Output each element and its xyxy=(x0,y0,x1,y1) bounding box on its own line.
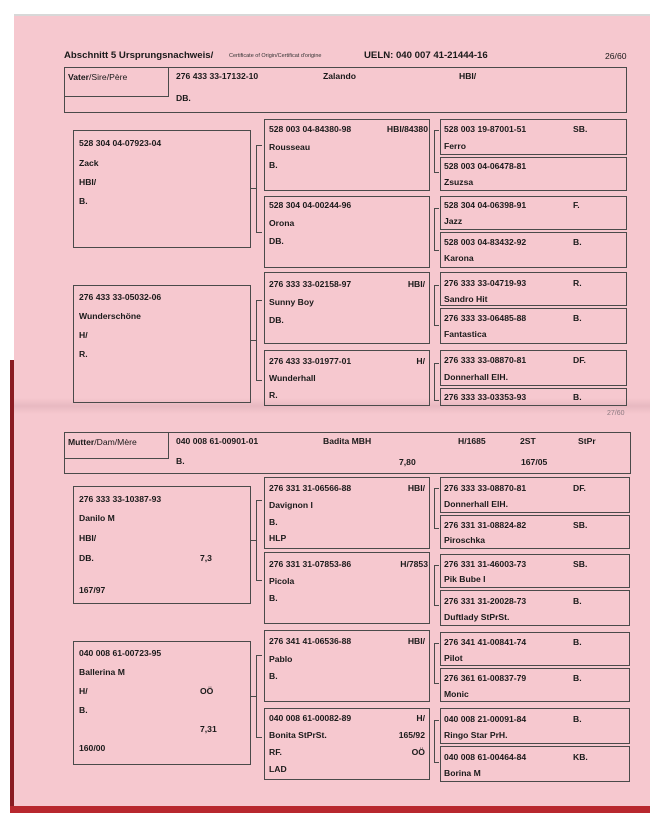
g1-dam-horse-2-breed: H/ xyxy=(79,686,88,696)
dam-name: Badita MBH xyxy=(323,436,372,446)
g2-dam-horse-3-id: 276 341 41-06536-88 xyxy=(269,636,352,646)
sire-id: 276 433 33-17132-10 xyxy=(176,71,259,81)
g3-horse-1-id: 528 003 19-87001-51 xyxy=(444,124,527,134)
g2-horse-2-color: DB. xyxy=(269,236,284,246)
page-number-bottom: 27/60 xyxy=(607,410,625,417)
sire-name: Zalando xyxy=(323,71,356,81)
g3-dam-horse-8-name: Borina M xyxy=(444,768,481,778)
g2-dam-horse-2-id: 276 331 31-07853-86 xyxy=(269,559,352,569)
g2-horse-4-color: R. xyxy=(269,390,278,400)
g2-horse-1-breed: HBI/84380 xyxy=(386,124,428,134)
g2-dam-horse-3-color: B. xyxy=(269,671,278,681)
g3-horse-7-name: Donnerhall ElH. xyxy=(444,372,508,382)
g3-dam-horse-8-id: 040 008 61-00464-84 xyxy=(444,752,527,762)
g3-dam-horse-3-id: 276 331 31-46003-73 xyxy=(444,559,527,569)
g3-horse-1-color: SB. xyxy=(573,124,588,134)
g2-horse-1-name: Rousseau xyxy=(269,142,311,152)
g3-horse-5-name: Sandro Hit xyxy=(444,294,488,304)
g2-dam-horse-1-color: B. xyxy=(269,517,278,527)
g2-horse-3-breed: HBI/ xyxy=(407,279,425,289)
g3-horse-4-id: 528 003 04-83432-92 xyxy=(444,237,527,247)
g2-horse-1-color: B. xyxy=(269,160,278,170)
g3-dam-horse-1-name: Donnerhall ElH. xyxy=(444,499,508,509)
g3-horse-6-color: B. xyxy=(573,313,582,323)
g3-horse-6-id: 276 333 33-06485-88 xyxy=(444,313,527,323)
g2-horse-1-id: 528 003 04-84380-98 xyxy=(269,124,352,134)
g2-horse-3-color: DB. xyxy=(269,315,284,325)
g1-horse-2-breed: H/ xyxy=(79,330,88,340)
g1-dam-horse-1-color: DB. xyxy=(79,553,94,563)
ueln-number: UELN: 040 007 41-21444-16 xyxy=(364,50,488,61)
g3-dam-horse-5-name: Pilot xyxy=(444,653,463,663)
g3-dam-horse-2-name: Piroschka xyxy=(444,535,486,545)
g1-dam-horse-1-name: Danilo M xyxy=(79,513,115,523)
sire-color: DB. xyxy=(176,93,191,103)
g1-dam-horse-2-name: Ballerina M xyxy=(79,667,125,677)
g3-dam-horse-3-name: Pik Bube I xyxy=(444,574,486,584)
g2-dam-horse-3-breed: HBI/ xyxy=(407,636,425,646)
g2-dam-horse-1-name: Davignon I xyxy=(269,500,313,510)
sire-divider xyxy=(168,67,169,97)
g2-dam-horse-1-breed: HBI/ xyxy=(407,483,425,493)
dam-score: 7,80 xyxy=(399,457,416,467)
g3-dam-horse-6-id: 276 361 61-00837-79 xyxy=(444,673,527,683)
g2-horse-4-id: 276 433 33-01977-01 xyxy=(269,356,352,366)
g3-horse-8-color: B. xyxy=(573,392,582,402)
g1-horse-2-id: 276 433 33-05032-06 xyxy=(79,292,162,302)
g3-dam-horse-1-id: 276 333 33-08870-81 xyxy=(444,483,527,493)
g1-dam-horse-2-color: B. xyxy=(79,705,88,715)
section-title: Abschnitt 5 Ursprungsnachweis/ xyxy=(64,50,214,61)
g3-horse-7-color: DF. xyxy=(573,355,586,365)
g2-horse-3-id: 276 333 33-02158-97 xyxy=(269,279,352,289)
bottom-edge xyxy=(10,806,650,813)
g3-horse-5-id: 276 333 33-04719-93 xyxy=(444,278,527,288)
g3-dam-horse-5-id: 276 341 41-00841-74 xyxy=(444,637,527,647)
dam-extra-2: StPr xyxy=(578,436,596,446)
g3-dam-horse-4-name: Duftlady StPrSt. xyxy=(444,612,510,622)
g1-dam-horse-2-size: 160/00 xyxy=(79,743,106,753)
g2-dam-horse-4-breed: H/ xyxy=(416,713,425,723)
g1-dam-horse-1-breed: HBI/ xyxy=(79,533,97,543)
g1-horse-1-id: 528 304 04-07923-04 xyxy=(79,138,162,148)
g3-dam-horse-7-color: B. xyxy=(573,714,582,724)
g2-dam-horse-4-name: Bonita StPrSt. xyxy=(269,730,327,740)
bracket xyxy=(256,300,257,380)
g3-dam-horse-2-color: SB. xyxy=(573,520,588,530)
g2-dam-horse-4-color: RF. xyxy=(269,747,282,757)
g3-dam-horse-4-color: B. xyxy=(573,596,582,606)
g1-dam-horse-1-score: 7,3 xyxy=(200,553,212,563)
g2-horse-4-name: Wunderhall xyxy=(269,373,316,383)
g2-dam-horse-4-id: 040 008 61-00082-89 xyxy=(269,713,352,723)
g1-horse-1-color: B. xyxy=(79,196,88,206)
sire-divider-h xyxy=(64,96,169,97)
dam-color: B. xyxy=(176,456,185,466)
g2-horse-3-name: Sunny Boy xyxy=(269,297,314,307)
g2-dam-horse-4-region: OÖ xyxy=(411,747,425,757)
g3-dam-horse-6-name: Monic xyxy=(444,689,469,699)
bracket xyxy=(256,145,257,232)
g1-dam-horse-2-region: OÖ xyxy=(200,686,214,696)
g3-horse-2-name: Zsuzsa xyxy=(444,177,474,187)
dam-extra-1: 2ST xyxy=(520,436,536,446)
g1-horse-1-breed: HBI/ xyxy=(79,177,97,187)
g2-dam-horse-2-name: Picola xyxy=(269,576,295,586)
g1-dam-horse-2-id: 040 008 61-00723-95 xyxy=(79,648,162,658)
g1-dam-horse-1-size: 167/97 xyxy=(79,585,106,595)
g2-dam-horse-4-extra: LAD xyxy=(269,764,287,774)
g2-horse-2-id: 528 304 04-00244-96 xyxy=(269,200,352,210)
g1-horse-2 xyxy=(73,285,251,403)
g1-dam-horse-2-score: 7,31 xyxy=(200,724,217,734)
page-number: 26/60 xyxy=(605,51,627,61)
g3-horse-6-name: Fantastica xyxy=(444,329,487,339)
g3-horse-4-name: Karona xyxy=(444,253,474,263)
g3-horse-5-color: R. xyxy=(573,278,582,288)
g1-horse-2-name: Wunderschöne xyxy=(79,311,141,321)
g3-horse-8-id: 276 333 33-03353-93 xyxy=(444,392,527,402)
g2-dam-horse-2-color: B. xyxy=(269,593,278,603)
g3-horse-3-color: F. xyxy=(573,200,580,210)
sire-label: Vater/Sire/Père xyxy=(68,72,128,82)
g2-horse-4-breed: H/ xyxy=(416,356,425,366)
section-subtitle: Certificate of Origin/Certificat d'origine xyxy=(229,53,322,59)
g3-horse-3-id: 528 304 04-06398-91 xyxy=(444,200,527,210)
g3-dam-horse-6-color: B. xyxy=(573,673,582,683)
g2-horse-2-name: Orona xyxy=(269,218,295,228)
g3-horse-2-id: 528 003 04-06478-81 xyxy=(444,161,527,171)
sire-breed: HBI/ xyxy=(459,71,477,81)
g3-dam-horse-1-color: DF. xyxy=(573,483,586,493)
g3-dam-horse-2-id: 276 331 31-08824-82 xyxy=(444,520,527,530)
g2-dam-horse-1-extra: HLP xyxy=(269,533,287,543)
g2-dam-horse-2-breed: H/7853 xyxy=(400,559,428,569)
g3-horse-4-color: B. xyxy=(573,237,582,247)
dam-label: Mutter/Dam/Mère xyxy=(68,437,137,447)
g3-horse-7-id: 276 333 33-08870-81 xyxy=(444,355,527,365)
g3-dam-horse-4-id: 276 331 31-20028-73 xyxy=(444,596,527,606)
g3-dam-horse-7-id: 040 008 21-00091-84 xyxy=(444,714,527,724)
g2-dam-horse-3-name: Pablo xyxy=(269,654,293,664)
g3-dam-horse-8-color: KB. xyxy=(573,752,588,762)
dam-breed: H/1685 xyxy=(458,436,486,446)
g2-dam-horse-1-id: 276 331 31-06566-88 xyxy=(269,483,352,493)
dam-size: 167/05 xyxy=(521,457,548,467)
g3-horse-1-name: Ferro xyxy=(444,141,466,151)
g1-horse-2-color: R. xyxy=(79,349,88,359)
g3-horse-3-name: Jazz xyxy=(444,216,463,226)
g3-dam-horse-7-name: Ringo Star PrH. xyxy=(444,730,508,740)
g1-dam-horse-1-id: 276 333 33-10387-93 xyxy=(79,494,162,504)
dam-id: 040 008 61-00901-01 xyxy=(176,436,259,446)
g2-dam-horse-4-size: 165/92 xyxy=(398,730,425,740)
g3-dam-horse-3-color: SB. xyxy=(573,559,588,569)
g1-horse-1-name: Zack xyxy=(79,158,99,168)
g3-dam-horse-5-color: B. xyxy=(573,637,582,647)
